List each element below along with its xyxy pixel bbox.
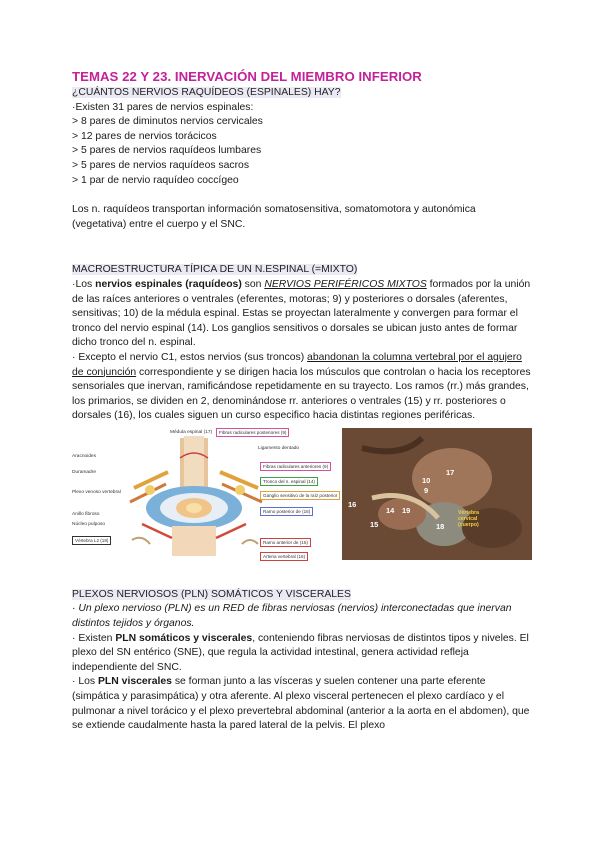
label-plexo: Plexo venoso vertebral [72,489,121,495]
label-arteria: Arteria vertebral (16) [260,552,308,561]
list-intro: ·Existen 31 pares de nervios espinales: [72,101,254,113]
label-nucleo: Núcleo pulposo [72,521,106,527]
section-macro [72,263,532,278]
label-ramo-post: Ramo posterior de (16) [260,507,313,516]
nerve-list [72,115,532,188]
plexos-heading: PLEXOS NERVIOSOS (PLN) SOMÁTICOS Y VISCERALES [72,588,351,600]
paragraph-plexus-types: · Existen PLN somáticos y viscerales, conteniendo fibras nerviosas de distintos tipos y niveles. El plexo del SN entérico (SNE), que regula la actividad intestinal, genera actividad refleja independiente del SNC. [72,632,529,673]
label-ramo-ant: Ramo anterior de (15) [260,538,311,547]
paragraph-spinal-nerves: ·Los nervios espinales (raquídeos) son NERVIOS PERIFÉRICOS MIXTOS formados por la unión de las raíces anteriores o ventrales (eferentes, motoras; 9) y posteriores o dorsales (aferentes, sensitivas; 10) de la médula espinal. Estas se proyectan lateralmente y convergen para formar el tronco del nervio espinal (14). Los ganglios sensitivos o dorsales se ubican justo antes de formar dicho tronco del n. espinal. [72,278,531,349]
photo-label: 17 [446,467,455,477]
list-item: > 5 pares de nervios raquídeos lumbares [72,145,262,157]
photo-label: 9 [424,485,429,495]
paragraph-branches: · Excepto el nervio C1, estos nervios (sus troncos) abandonan la columna vertebral por el agujero de conjunción correspondiente y se dirigen hacia los músculos que controlan o hacia los receptores sensoriales que inervan, ramificándose repetidamente en su trayecto. Los ramos (rr.) más grandes, los primarios, se dividen en 2, denominándose rr. anteriores o ventrales (15) y rr. posteriores o dorsales (16), los cuales siguen un curso especifico hacia distintas regiones periféricas. [72,351,531,422]
label-aracnoides: Aracnoides [72,453,96,459]
macro-heading: MACROESTRUCTURA TÍPICA DE UN N.ESPINAL (=MIXTO) [72,264,358,276]
paragraph-plexus-def: · Un plexo nervioso (PLN) es un RED de fibras nerviosas (nervios) interconectadas que inervan distintos tejidos y órganos. [72,603,512,630]
label-ligamento: Ligamento dentado [258,445,300,451]
list-item: > 5 pares de nervios raquídeos sacros [72,159,250,171]
photo-label: 18 [436,521,445,531]
section-plexos [72,588,532,603]
spinal-cord-diagram [72,428,338,568]
paragraph-info: Los n. raquídeos transportan información somatosensitiva, somatomotora y autonómica (vegetativa) entre el cuerpo y el SNC. [72,204,476,230]
section-question [72,86,532,101]
paragraph-visceral: · Los PLN viscerales se forman junto a las vísceras y suelen contener una parte eferente (simpática y parasimpática) y otra aferente. Al plexo visceral pertenecen el plexo cardíaco y el pulmonar a nivel torácico y el plexo prevertebral abdominal (anterior a la aorta en el abdomen), que se extiende caudalmente hasta la pared lateral de la pelvis. El plexo [72,676,530,732]
label-ganglio: Ganglio sensitivo de la raíz posterior [260,491,340,500]
document-page [72,68,532,734]
dissection-photo [342,428,532,560]
photo-label: 16 [348,499,357,509]
label-fibras: Fibras radiculares posteriores (9) [216,428,289,437]
label-fibras-ant: Fibras radiculares anteriores (9) [260,462,331,471]
list-item: > 12 pares de nervios torácicos [72,130,217,142]
photo-label: 15 [370,519,379,529]
photo-caption: Vértebra cervical (cuerpo) [458,509,480,528]
label-vertebra: Vértebra L2 (18) [72,536,111,545]
list-item: > 1 par de nervio raquídeo coccígeo [72,174,239,186]
photo-label: 10 [422,475,431,485]
label-duramadre: Duramadre [72,469,96,475]
list-item: > 8 pares de diminutos nervios cervicales [72,116,263,128]
label-medula: Médula espinal (17) [170,429,213,435]
label-tronco: Tronco del n. espinal (14) [260,477,318,486]
photo-label: 14 [386,505,395,515]
question-heading: ¿CUÁNTOS NERVIOS RAQUÍDEOS (ESPINALES) HAY? [72,87,341,98]
document-title: TEMAS 22 Y 23. INERVACIÓN DEL MIEMBRO INFERIOR [72,69,422,84]
figures-row [72,428,532,568]
dissection-illustration [342,428,532,560]
label-anillo: Anillo fibroso [72,511,100,517]
photo-label: 19 [402,505,411,515]
